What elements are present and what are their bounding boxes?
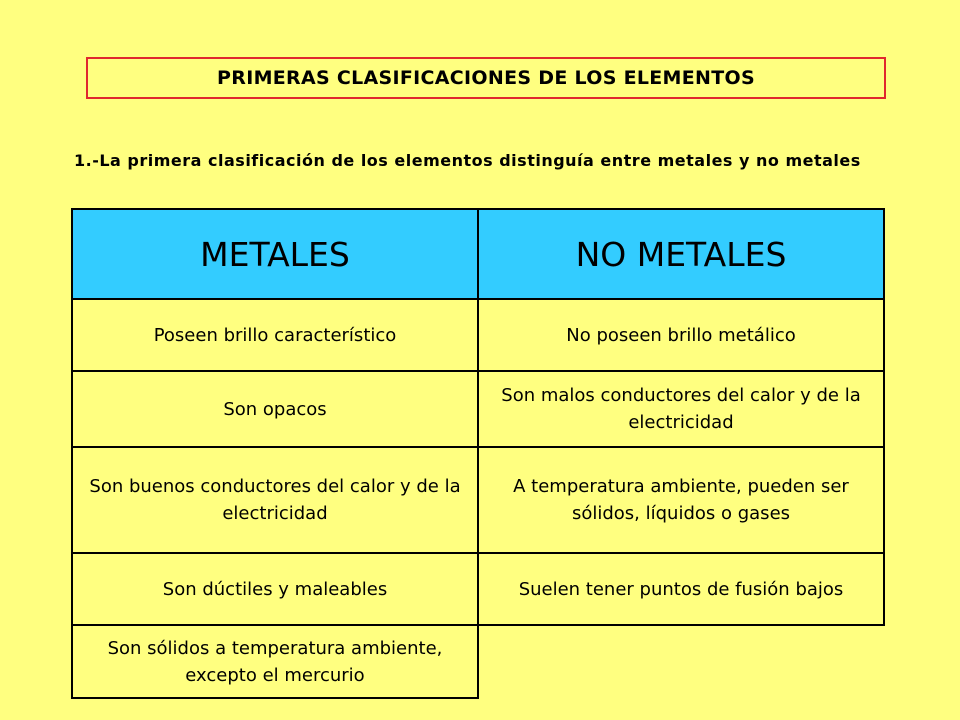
table-cell: Son malos conductores del calor y de la electricidad (478, 371, 884, 447)
empty-cell (478, 625, 884, 698)
header-no-metales: NO METALES (478, 209, 884, 299)
comparison-table (71, 208, 885, 699)
table-cell: A temperatura ambiente, pueden ser sólidos, líquidos o gases (478, 447, 884, 553)
intro-text: 1.-La primera clasificación de los elementos distinguía entre metales y no metales (74, 151, 861, 170)
table-row (72, 553, 884, 625)
page-title: PRIMERAS CLASIFICACIONES DE LOS ELEMENTOS (217, 67, 755, 89)
table-cell: Son buenos conductores del calor y de la electricidad (72, 447, 478, 553)
table-cell: No poseen brillo metálico (478, 299, 884, 371)
table-row (72, 447, 884, 553)
table-row (72, 299, 884, 371)
table-cell: Poseen brillo característico (72, 299, 478, 371)
table-cell: Suelen tener puntos de fusión bajos (478, 553, 884, 625)
table-row (72, 371, 884, 447)
header-metales: METALES (72, 209, 478, 299)
table-header-row (72, 209, 884, 299)
table-cell: Son sólidos a temperatura ambiente, excepto el mercurio (72, 625, 478, 698)
title-box (86, 57, 886, 99)
table-cell: Son opacos (72, 371, 478, 447)
table-cell: Son dúctiles y maleables (72, 553, 478, 625)
table-row (72, 625, 884, 698)
